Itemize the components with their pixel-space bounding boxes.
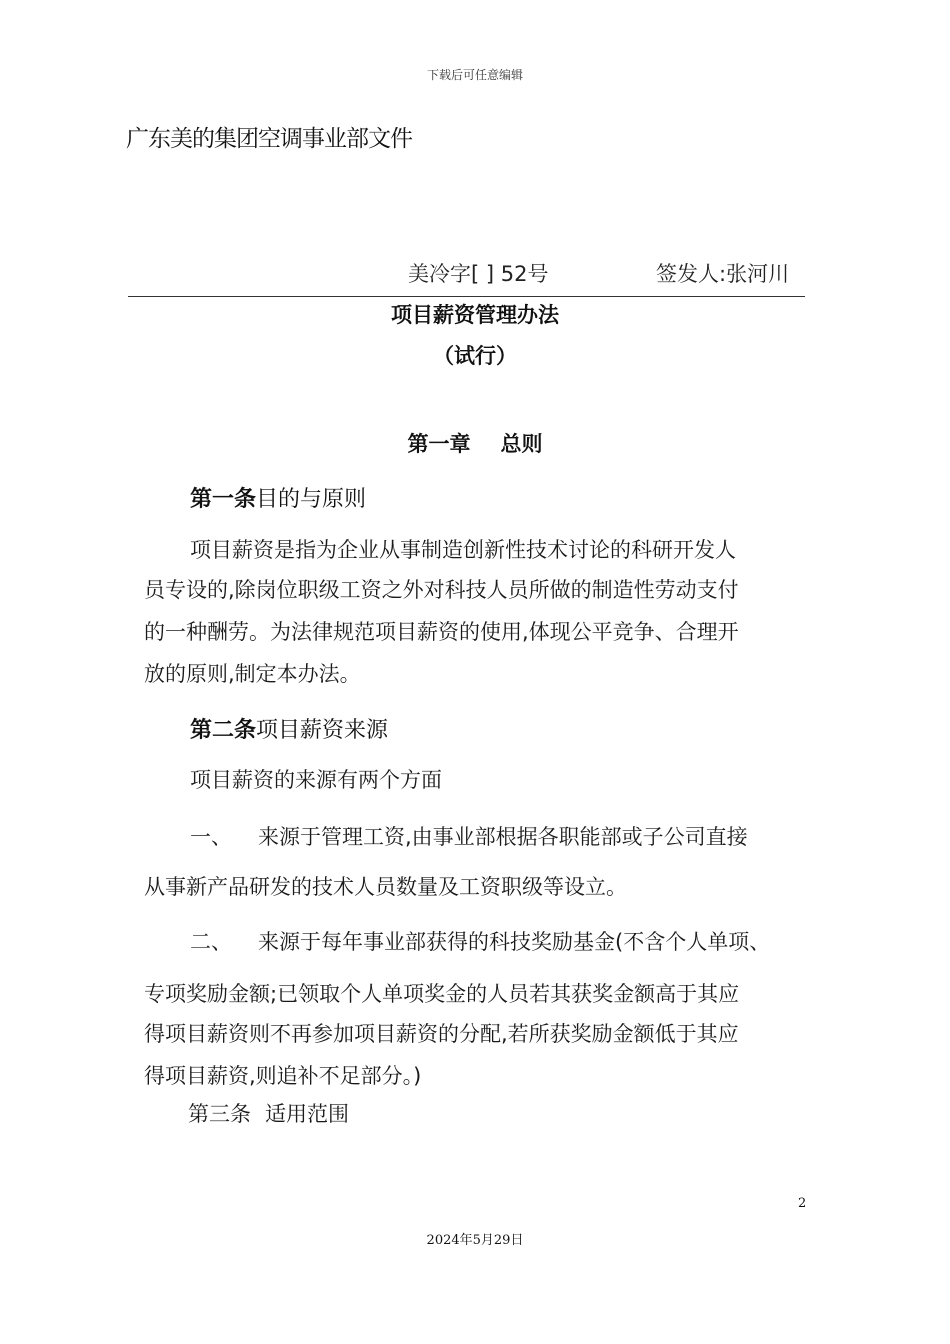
article-2-intro: 项目薪资的来源有两个方面 bbox=[190, 768, 442, 792]
chapter-heading bbox=[0, 428, 950, 458]
article-2-heading bbox=[190, 713, 388, 744]
item-2-line: 得项目薪资则不再参加项目薪资的分配,若所获奖励金额低于其应 bbox=[144, 1022, 739, 1046]
article-1-name: 目的与原则 bbox=[256, 487, 367, 512]
article-3-name: 适用范围 bbox=[265, 1102, 349, 1126]
item-1-mark: 一、 bbox=[190, 825, 232, 849]
article-2-label: 第二条 bbox=[190, 718, 257, 743]
article-1-line: 员专设的,除岗位职级工资之外对科技人员所做的制造性劳动支付 bbox=[144, 578, 739, 602]
item-2-line: 来源于每年事业部获得的科技奖励基金(不含个人单项、 bbox=[258, 930, 771, 954]
chapter-number: 第一章 bbox=[407, 432, 471, 456]
header-divider bbox=[128, 296, 805, 297]
signer: 签发人:张河川 bbox=[656, 262, 790, 286]
article-2-name: 项目薪资来源 bbox=[256, 718, 389, 743]
article-3-heading bbox=[188, 1104, 349, 1125]
article-3-label: 第三条 bbox=[188, 1102, 251, 1126]
document-subtitle: （试行） bbox=[433, 344, 517, 368]
item-1-line: 从事新产品研发的技术人员数量及工资职级等设立。 bbox=[144, 875, 627, 899]
article-1-heading bbox=[190, 482, 366, 513]
document-title: 项目薪资管理办法 bbox=[391, 303, 559, 327]
page-number: 2 bbox=[798, 1196, 807, 1211]
article-1-line: 项目薪资是指为企业从事制造创新性技术讨论的科研开发人 bbox=[190, 538, 736, 562]
doc-number: 美冷字[ ] 52号 bbox=[408, 262, 549, 286]
item-2-line: 专项奖励金额;已领取个人单项奖金的人员若其获奖金额高于其应 bbox=[144, 982, 740, 1006]
footer-date: 2024年5月29日 bbox=[426, 1233, 524, 1248]
item-2-mark: 二、 bbox=[190, 930, 232, 954]
header-note: 下载后可任意编辑 bbox=[426, 68, 523, 82]
chapter-name: 总则 bbox=[500, 432, 543, 456]
article-1-label: 第一条 bbox=[190, 487, 257, 512]
item-2-line: 得项目薪资,则追补不足部分。) bbox=[144, 1064, 422, 1088]
article-1-line: 的一种酬劳。为法律规范项目薪资的使用,体现公平竞争、合理开 bbox=[144, 620, 739, 644]
item-1-line: 来源于管理工资,由事业部根据各职能部或子公司直接 bbox=[258, 825, 748, 849]
article-1-line: 放的原则,制定本办法。 bbox=[144, 662, 361, 686]
org-title: 广东美的集团空调事业部文件 bbox=[126, 126, 412, 152]
